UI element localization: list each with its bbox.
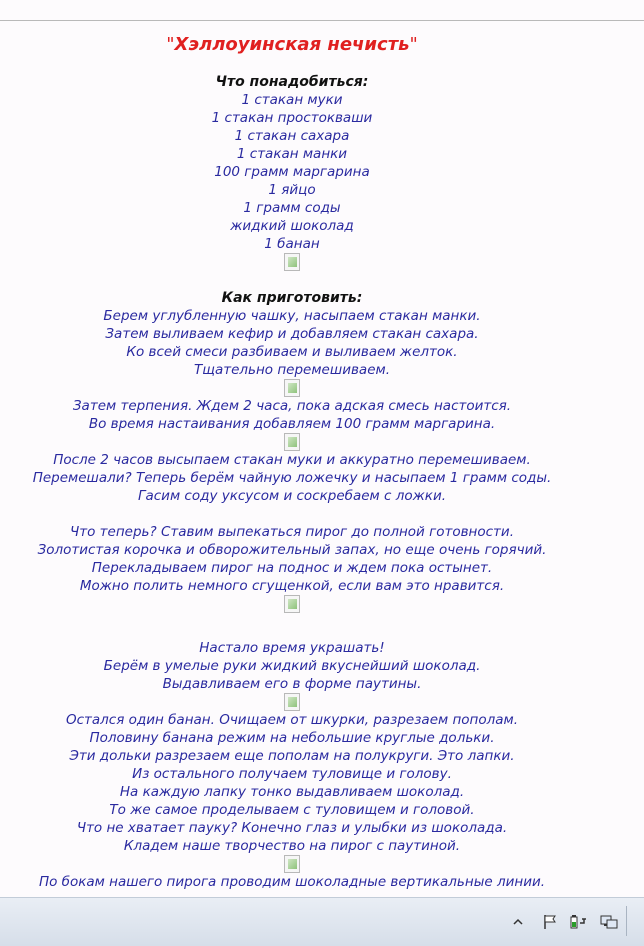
step-block-1 <box>0 307 584 379</box>
step-line: После 2 часов высыпаем стакан муки и аккуратно перемешиваем. <box>53 452 531 468</box>
ingredient-item: 1 стакан муки <box>241 92 343 108</box>
recipe-title: "Хэллоуинская нечисть" <box>166 34 418 55</box>
broken-image-icon <box>284 379 300 397</box>
show-hidden-icons-icon[interactable] <box>512 914 524 930</box>
step-line: Настало время украшать! <box>199 640 385 656</box>
step-block-4 <box>0 523 584 595</box>
broken-image-icon <box>284 693 300 711</box>
recipe-content <box>0 33 584 891</box>
ingredient-item: 1 стакан простокваши <box>211 110 373 126</box>
top-divider <box>0 20 644 21</box>
ingredient-item: 1 стакан манки <box>236 146 348 162</box>
broken-image-icon <box>284 433 300 451</box>
step-line: Перемешали? Теперь берём чайную ложечку и насыпаем 1 грамм соды. <box>32 470 552 486</box>
ingredient-item: 100 грамм маргарина <box>214 164 370 180</box>
recipe-title-text: Хэллоуинская нечисть <box>174 34 410 55</box>
method-heading: Как приготовить: <box>221 290 363 306</box>
step-line: Гасим соду уксусом и соскребаем с ложки. <box>137 488 447 504</box>
step-line: Кладем наше творчество на пирог с паутиной. <box>123 838 461 854</box>
network-icon[interactable] <box>600 914 618 930</box>
ingredient-item: 1 банан <box>264 236 320 252</box>
step-line: Ко всей смеси разбиваем и выливаем желток. <box>126 344 458 360</box>
power-icon[interactable] <box>570 914 590 930</box>
taskbar <box>0 897 644 946</box>
step-line: Что теперь? Ставим выпекаться пирог до полной готовности. <box>70 524 514 540</box>
step-block-7 <box>0 873 584 891</box>
step-block-2 <box>0 397 584 433</box>
step-line: Затем выливаем кефир и добавляем стакан сахара. <box>105 326 479 342</box>
step-line: Выдавливаем его в форме паутины. <box>162 676 422 692</box>
ingredient-item: 1 стакан сахара <box>234 128 350 144</box>
step-line: Золотистая корочка и обворожительный запах, но еще очень горячий. <box>37 542 547 558</box>
step-line: Затем терпения. Ждем 2 часа, пока адская смесь настоится. <box>72 398 512 414</box>
step-line: То же самое проделываем с туловищем и головой. <box>109 802 475 818</box>
broken-image-6 <box>0 855 584 873</box>
broken-image-5 <box>0 693 584 711</box>
broken-image-icon <box>284 253 300 271</box>
step-line: Тщательно перемешиваем. <box>193 362 390 378</box>
ingredient-item: 1 яйцо <box>268 182 316 198</box>
step-line: По бокам нашего пирога проводим шоколадные вертикальные линии. <box>38 874 546 890</box>
step-block-5 <box>0 639 584 693</box>
step-block-3 <box>0 451 584 505</box>
step-line: Берём в умелые руки жидкий вкуснейший шоколад. <box>103 658 481 674</box>
ingredient-item: 1 грамм соды <box>243 200 341 216</box>
show-desktop-button[interactable] <box>626 906 644 936</box>
step-line: На каждую лапку тонко выдавливаем шоколад. <box>119 784 465 800</box>
broken-image-2 <box>0 379 584 397</box>
step-line: Остался один банан. Очищаем от шкурки, разрезаем пополам. <box>65 712 519 728</box>
broken-image-icon <box>284 595 300 613</box>
action-center-flag-icon[interactable] <box>542 914 558 930</box>
step-line: Берем углубленную чашку, насыпаем стакан манки. <box>103 308 481 324</box>
step-line: Эти дольки разрезаем еще пополам на полукруги. Это лапки. <box>69 748 515 764</box>
broken-image-1 <box>0 253 584 271</box>
step-line: Можно полить немного сгущенкой, если вам это нравится. <box>79 578 505 594</box>
step-line: Во время настаивания добавляем 100 грамм маргарина. <box>88 416 496 432</box>
ingredients-list <box>0 91 584 253</box>
broken-image-3 <box>0 433 584 451</box>
step-line: Половину банана режим на небольшие круглые дольки. <box>89 730 495 746</box>
step-block-6 <box>0 711 584 855</box>
step-line: Что не хватает пауку? Конечно глаз и улыбки из шоколада. <box>76 820 508 836</box>
broken-image-icon <box>284 855 300 873</box>
step-line: Перекладываем пирог на поднос и ждем пока остынет. <box>91 560 493 576</box>
ingredient-item: жидкий шоколад <box>230 218 354 234</box>
ingredients-heading: Что понадобиться: <box>215 74 369 90</box>
broken-image-4 <box>0 595 584 613</box>
step-line: Из остального получаем туловище и голову. <box>132 766 452 782</box>
